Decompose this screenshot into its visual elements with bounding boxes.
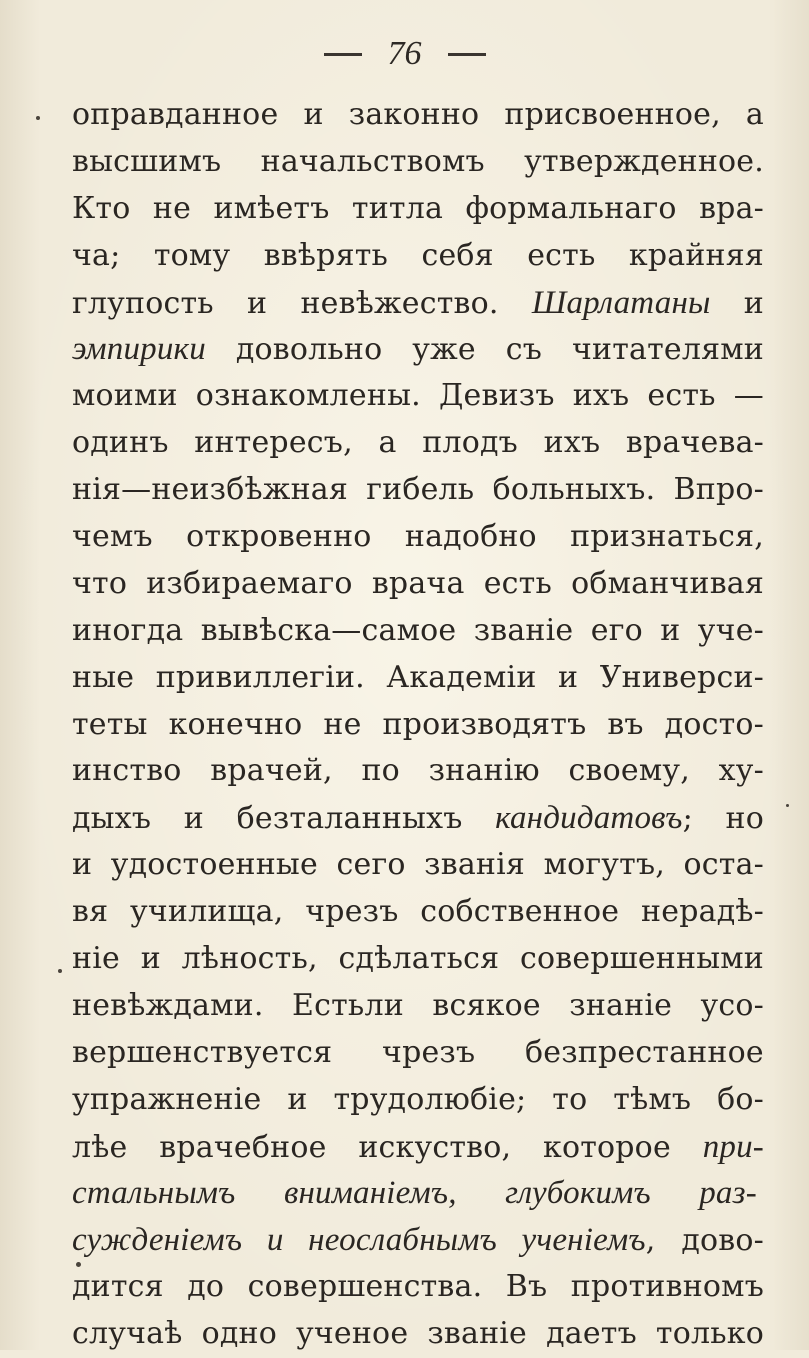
text-line xyxy=(72,139,764,186)
italic-text: стальнымъ вниманіемъ, глубокимъ раз- xyxy=(72,1175,757,1212)
text-run: вя училища, чрезъ собственное нерадѣ- xyxy=(72,894,764,930)
text-run: Кто не имѣетъ титла формальнаго вра- xyxy=(72,190,764,226)
text-line xyxy=(72,561,764,608)
text-line xyxy=(72,936,764,983)
text-run: лѣе врачебное искуство, которое xyxy=(72,1129,703,1165)
text-line xyxy=(72,1077,764,1124)
text-run: ные привиллегіи. Академіи и Универси- xyxy=(72,659,764,695)
text-run: инство врачей, по знанію своему, ху- xyxy=(72,753,764,789)
text-run: случаѣ одно ученое званіе даетъ только xyxy=(72,1316,764,1352)
text-line xyxy=(72,1264,764,1311)
text-run: высшимъ начальствомъ утвержденное. xyxy=(72,143,764,179)
header-right-rule xyxy=(448,53,486,56)
text-line xyxy=(72,186,764,233)
text-line xyxy=(72,280,764,327)
text-line xyxy=(72,1030,764,1077)
text-run: , дово- xyxy=(645,1223,764,1259)
text-run: дится до совершенства. Въ противномъ xyxy=(72,1269,764,1305)
text-line xyxy=(72,1124,764,1171)
text-run: упражненіе и трудолюбіе; то тѣмъ бо- xyxy=(72,1081,764,1117)
text-run: оправданное и законно присвоенное, а xyxy=(72,97,764,132)
page-number: 76 xyxy=(387,35,422,72)
text-run: чемъ откровенно надобно признаться, xyxy=(72,519,764,555)
text-run: и удостоенные сего званія могутъ, оста- xyxy=(72,847,764,883)
text-line xyxy=(72,92,764,139)
text-line xyxy=(72,655,764,702)
text-line xyxy=(72,326,764,373)
print-speck xyxy=(76,1262,81,1267)
text-line xyxy=(72,1170,764,1217)
italic-text: Шарлатаны xyxy=(531,284,711,321)
italic-text: при- xyxy=(702,1128,764,1165)
text-line xyxy=(72,514,764,561)
text-line xyxy=(72,702,764,749)
print-speck xyxy=(58,969,62,973)
text-run: иногда вывѣска—самое званіе его и уче- xyxy=(72,612,764,648)
print-speck xyxy=(36,116,40,120)
text-run: моими ознакомлены. Девизъ ихъ есть — xyxy=(72,378,764,414)
italic-text: эмпирики xyxy=(72,331,206,368)
text-run: вершенствуется чрезъ безпрестанное xyxy=(72,1034,764,1070)
header-left-rule xyxy=(324,53,362,56)
text-line xyxy=(72,889,764,936)
text-run: глупость и невѣжество. xyxy=(72,285,532,321)
text-line xyxy=(72,467,764,514)
text-run: ніе и лѣность, сдѣлаться совершенными xyxy=(72,941,764,977)
text-run: довольно уже съ читателями xyxy=(205,332,764,368)
text-run: нія—неизбѣжная гибель больныхъ. Впро- xyxy=(72,472,764,508)
italic-text: сужденіемъ и неослабнымъ ученіемъ xyxy=(72,1222,646,1259)
text-run: теты конечно не производятъ въ досто- xyxy=(72,706,764,742)
text-run: дыхъ и безталанныхъ xyxy=(72,801,496,837)
text-line xyxy=(72,373,764,420)
text-run: и xyxy=(710,285,764,321)
text-line xyxy=(72,420,764,467)
text-line xyxy=(72,233,764,280)
text-run: что избираемаго врача есть обманчивая xyxy=(72,565,764,601)
text-line xyxy=(72,983,764,1030)
text-line xyxy=(72,795,764,842)
text-line xyxy=(72,748,764,795)
body-text xyxy=(72,92,764,1358)
italic-text: кандидатовъ xyxy=(495,800,683,837)
page-header xyxy=(0,24,809,84)
print-speck xyxy=(786,804,789,807)
text-run: ча; тому ввѣрять себя есть крайняя xyxy=(72,237,764,273)
text-run: одинъ интересъ, а плодъ ихъ врачева- xyxy=(72,425,764,461)
text-run: ; но xyxy=(682,801,764,837)
text-line xyxy=(72,842,764,889)
text-run: невѣждами. Естьли всякое знаніе усо- xyxy=(72,987,764,1023)
text-line xyxy=(72,1311,764,1358)
text-line xyxy=(72,1217,764,1264)
text-line xyxy=(72,608,764,655)
